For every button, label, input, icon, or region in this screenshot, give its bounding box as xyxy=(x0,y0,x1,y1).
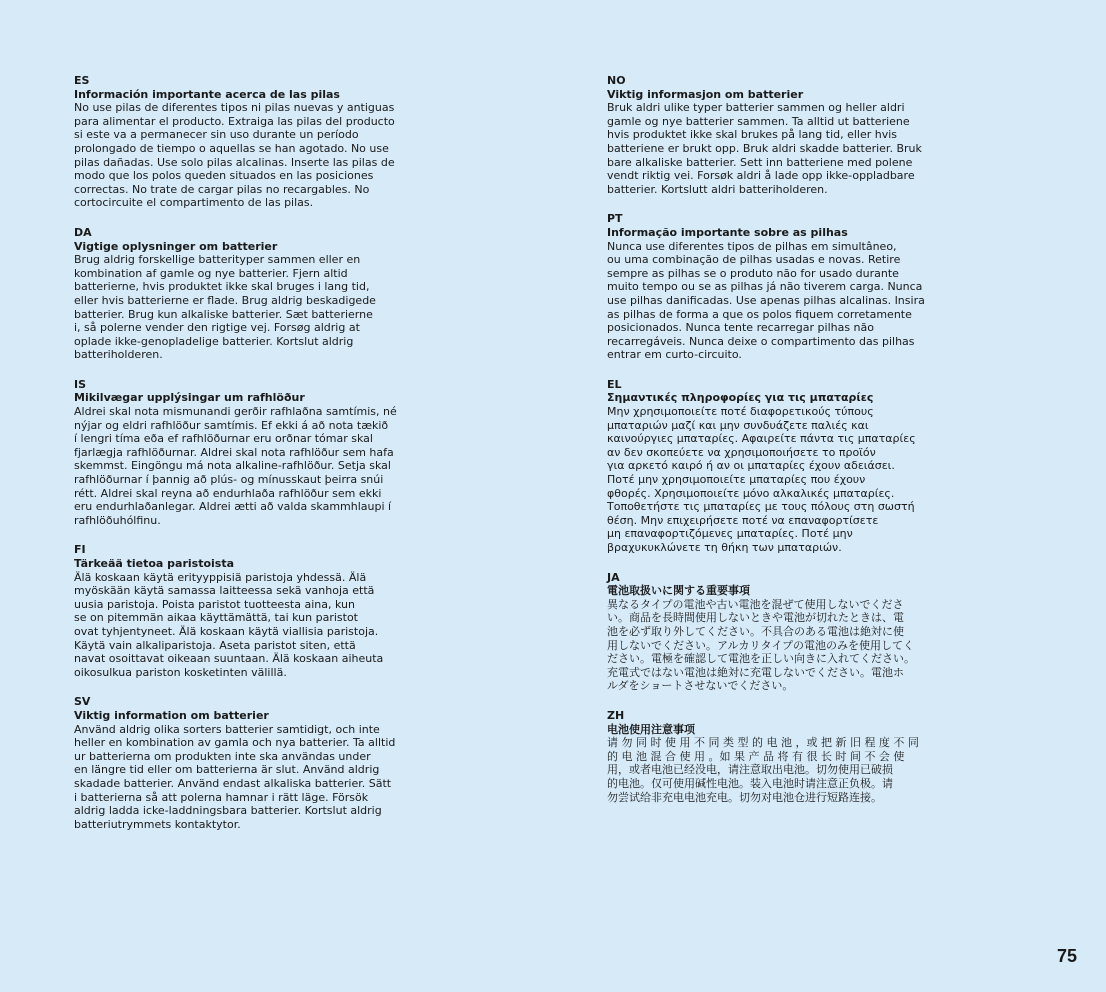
language-code: ES xyxy=(74,74,90,87)
section-pt xyxy=(607,212,947,362)
section-el xyxy=(607,378,947,555)
section-no xyxy=(607,74,947,196)
section-heading: Tärkeää tietoa paristoista xyxy=(74,557,235,570)
section-body: Aldrei skal nota mismunandi gerðir rafhlaðna samtímis, né nýjar og eldri rafhlöður samtímis. Ef ekki á að nota tækið í lengri tíma eða ef rafhlöðurnar eru orðnar tómar skal fjarlægja rafhlöðurnar. Aldrei skal nota rafhlöður sem hafa skemmst. Eingöngu má nota alkaline-rafhlöður. Setja skal rafhlöðurnar í þannig að plús- og mínusskaut þeirra snúi rétt. Aldrei skal reyna að endurhlaða rafhlöður sem ekki eru endurhlaðanlegar. Aldrei ætti að valda skammhlaupi í rafhlöðuhólfinu. xyxy=(74,405,397,527)
right-column xyxy=(607,74,947,820)
section-body: 異なるタイプの電池や古い電池を混ぜて使用しないでくださ い。商品を長時間使用しないときや電池が切れたときは、電 池を必ず取り外してください。不具合のある電池は絶対に使 用しないでください。アルカリタイプの電池のみを使用してく ださい。電極を確認して電池を正しい向きに入れてください。 充電式ではない電池は絶対に充電しないでください。電池ホ ルダをショートさせないでください。 xyxy=(607,597,915,693)
section-body: Nunca use diferentes tipos de pilhas em simultâneo, ou uma combinação de pilhas usadas e novas. Retire sempre as pilhas se o produto não for usado durante muito tempo ou se as pilhas já não tiverem carga. Nunca use pilhas danificadas. Use apenas pilhas alcalinas. Insira as pilhas de forma a que os polos fiquem corretamente posicionados. Nunca tente recarregar pilhas não recarregáveis. Nunca deixe o compartimento das pilhas entrar em curto-circuito. xyxy=(607,239,925,362)
section-heading: Vigtige oplysninger om batterier xyxy=(74,239,278,253)
section-heading: Informação importante sobre as pilhas xyxy=(607,225,848,239)
left-column xyxy=(74,74,414,847)
language-code: DA xyxy=(74,225,92,239)
section-heading: Mikilvægar upplýsingar um rafhlöður xyxy=(74,391,305,405)
language-code: IS xyxy=(74,377,87,391)
section-heading: 电池使用注意事项 xyxy=(607,722,695,736)
section-da xyxy=(74,226,414,362)
section-body: Brug aldrig forskellige batterityper sammen eller en kombination af gamle og nye batterier. Fjern altid batterierne, hvis produktet ikke skal bruges i lang tid, eller hvis batterierne er flade. Brug aldrig beskadigede batterier. Brug kun alkaliske batterier. Sæt batterierne i, så polerne vender den rigtige vej. Forsøg aldrig at oplade ikke-genopladelige batterier. Kortslut aldrig batteriholderen. xyxy=(74,253,376,362)
section-body: Älä koskaan käytä erityyppisiä paristoja yhdessä. Älä myöskään käytä samassa laitteessa sekä vanhoja että uusia paristoja. Poista paristot tuotteesta aina, kun se on pitemmän aikaa käyttämättä, tai kun paristot ovat tyhjentyneet. Älä koskaan käytä viallisia paristoja. Käytä vain alkaliparistoja. Aseta paristot siten, että navat osoittavat oikeaan suuntaan. Älä koskaan aiheuta oikosulkua pariston kosketinten välillä. xyxy=(74,570,384,679)
language-code: NO xyxy=(607,74,626,87)
section-ja xyxy=(607,571,947,693)
section-body: Μην χρησιμοποιείτε ποτέ διαφορετικούς τύπους μπαταριών μαζί και μην συνδυάζετε παλιές και καινούργιες μπαταρίες. Αφαιρείτε πάντα τις μπαταρίες αν δεν σκοπεύετε να χρησιμοποιήσετε το προϊόν για αρκετό καιρό ή αν οι μπαταρίες έχουν αδειάσει. Ποτέ μην χρησιμοποιείτε μπαταρίες που έχουν φθορές. Χρησιμοποιείτε μόνο αλκαλικές μπαταρίες. Τοποθετήστε τις μπαταρίες με τους πόλους στη σωστή θέση. Μην επιχειρήσετε ποτέ να επαναφορτίσετε μη επαναφορτιζόμενες μπαταρίες. Ποτέ μην βραχυκυκλώνετε τη θήκη των μπαταριών. xyxy=(607,405,916,554)
section-is xyxy=(74,378,414,528)
section-heading: Información importante acerca de las pilas xyxy=(74,87,340,101)
language-code: SV xyxy=(74,695,91,709)
language-code: JA xyxy=(607,570,620,584)
section-body: No use pilas de diferentes tipos ni pilas nuevas y antiguas para alimentar el producto. Extraiga las pilas del producto si este va a permanecer sin uso durante un período prolongado de tiempo o aquellas se han agotado. No use pilas dañadas. Use solo pilas alcalinas. Inserte las pilas de modo que los polos queden situados en las posiciones correctas. No trate de cargar pilas no recargables. No cortocircuite el compartimento de las pilas. xyxy=(74,101,395,210)
language-code: PT xyxy=(607,212,623,226)
section-sv xyxy=(74,695,414,831)
language-code: FI xyxy=(74,543,86,557)
section-heading: 電池取扱いに関する重要事項 xyxy=(607,584,750,598)
section-body: Använd aldrig olika sorters batterier samtidigt, och inte heller en kombination av gamla och nya batterier. Ta alltid ur batterierna om produkten inte ska användas under en längre tid eller om batterierna är slut. Använd aldrig skadade batterier. Använd endast alkaliska batterier. Sätt i batterierna så att polerna hamnar i rätt läge. Försök aldrig ladda icke-laddningsbara batterier. Kortslut aldrig batteriutrymmets kontaktytor. xyxy=(74,722,396,831)
section-heading: Viktig information om batterier xyxy=(74,708,269,722)
language-code: EL xyxy=(607,377,622,391)
section-es xyxy=(74,74,414,210)
language-code: ZH xyxy=(607,708,625,722)
page-number: 75 xyxy=(1056,946,1077,966)
section-fi xyxy=(74,543,414,679)
section-heading: Viktig informasjon om batterier xyxy=(607,87,804,101)
section-zh xyxy=(607,709,947,804)
section-body: 请 勿 同 时 使 用 不 同 类 型 的 电 池 ，或 把 新 旧 程 度 不 同 的 电 池 混 合 使 用 。如 果 产 品 将 有 很 长 时 间 不 会 使 用，或者电池已经没电，请注意取出电池。切勿使用已破损 的电池。仅可使用碱性电池。装入电池时请注意正负极。请 勿尝试给非充电电池充电。切勿对电池仓进行短路连接。 xyxy=(607,736,919,804)
section-heading: Σημαντικές πληροφορίες για τις μπαταρίες xyxy=(607,391,874,405)
section-body: Bruk aldri ulike typer batterier sammen og heller aldri gamle og nye batterier sammen. Ta alltid ut batteriene hvis produktet ikke skal brukes på lang tid, eller hvis batteriene er brukt opp. Bruk aldri skadde batterier. Bruk bare alkaliske batterier. Sett inn batteriene med polene vendt riktig vei. Forsøk aldri å lade opp ikke-oppladbare batterier. Kortslutt aldri batteriholderen. xyxy=(607,101,922,196)
